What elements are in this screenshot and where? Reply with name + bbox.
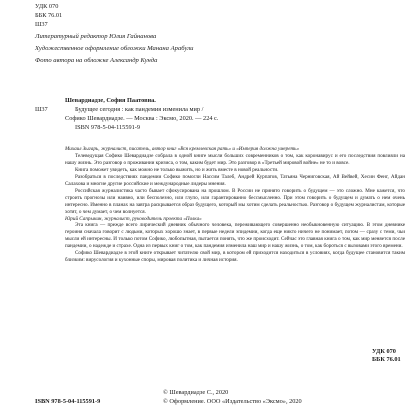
quote-attribution: Юрий Сапрыкин, журналист, руководитель проекта «Полка» — [65, 215, 202, 222]
bibliographic-record — [65, 97, 405, 133]
copyright-footer — [35, 389, 302, 406]
bib-isbn-line: ISBN 978-5-04-115591-9 — [75, 123, 141, 131]
isbn: ISBN 978-5-04-115591-9 — [35, 397, 101, 405]
classification-codes — [35, 3, 62, 29]
bbk-code-bottom: ББК 76.01 — [372, 356, 401, 364]
credits — [35, 31, 193, 67]
credit-editor: Литературный редактор Юлия Гайнанова — [35, 33, 157, 40]
udc-code: УДК 070 — [35, 3, 59, 10]
annotation-paragraph: Российская журналистика часто бывает сфокусирована на прошлом. В России не принято говорить о будущем — это сложно. Мне кажется, что строить прогнозы или наивно, или бесполезно, или глупо, или гарантированно бессмысленно. При этом говорить о будущем и думать о нем очень интересно. Именно в планах на завтра раскрывается образ будущего, который мы хотим сделать реальностью. Разговор о будущем журналистам, которые хотят, о чем думает, о чем волнуется. — [65, 187, 405, 215]
credit-cover-design: Художественное оформление обложки Манана Арабули — [35, 45, 194, 52]
copyright-publisher: © Оформление. ООО «Издательство «Эксмо», 2020 — [163, 397, 302, 405]
udc-code-bottom: УДК 070 — [372, 348, 396, 355]
bbk-code: ББК 76.01 — [35, 11, 63, 19]
author-mark: Ш37 — [35, 20, 48, 28]
bib-heading: Шевардиадзе, София Паатовна. — [65, 97, 156, 104]
bib-title-line: Будущее сегодня : как пандемия изменила мир / — [75, 105, 204, 113]
annotation-paragraph: Разобраться в последствиях пандемии Софико помогли Нассим Талеб, Андрей Курпатов, Татьяна Черниговская, Ай Вейвей, Хесин Фенг, Айдан Салахова и многие другие российские и международные лидеры мнения. — [65, 173, 405, 187]
annotation-paragraph: Телеведущая Софико Шевардиадзе собрала в одной книге мысли больших современников о том, как коронавирус и его последствия повлияли на нашу жизнь. Это разговор о проживании кризиса, о том, каким будет мир. Это разговор в «Третьей мировой войне» не то и вовсе. — [65, 152, 405, 166]
bottom-classification — [372, 348, 401, 365]
annotation-body — [65, 146, 405, 264]
credit-photo: Фото автора на обложке Александр Кунда — [35, 57, 158, 64]
bib-author-mark: Ш37 — [35, 106, 48, 113]
bib-imprint-line: Софико Шевардиадзе. — Москва : Эксмо, 2020. — 224 с. — [65, 114, 219, 122]
copyright-author: © Шевардиадзе С., 2020 — [163, 389, 229, 396]
annotation-paragraph: Эта книга — прежде всего лирический дневник обычного человека, переживающего совершенно необыкновенную ситуацию. В этом дневнике героиня сначала говорит с людьми, которых хорошо знает, в первые недели эпидемии, когда еще никто ничего не понимает, потом — сразу с теми, чьи мысли ей интересны. И только потом Софико, любопытная, пытается понять, что же происходит. Сейчас это главная книга о том, как мир меняется после пандемии, о надежде и страхе. Одна из первых книг о том, как пандемия изменила наш мир и нашу жизнь, о том, как бороться с вызовами этого времени. — [65, 222, 405, 250]
annotation-paragraph: Книга поможет увидеть, как можно не только выжить, но и жить вместе в новой реальности. — [75, 166, 279, 173]
annotation-paragraph: Софико Шевардиадзе в этой книге открывает читателю свой мир, в котором ей приходится находиться в условиях, когда будущее становится таким близким: вирусология и кухонные споры, мировая политика и личная история. — [65, 250, 405, 264]
quote-attribution: Михаил Зыгарь, журналист, писатель, автор книг «Вся кремлевская рать» и «Империя должна умереть» — [65, 146, 300, 152]
